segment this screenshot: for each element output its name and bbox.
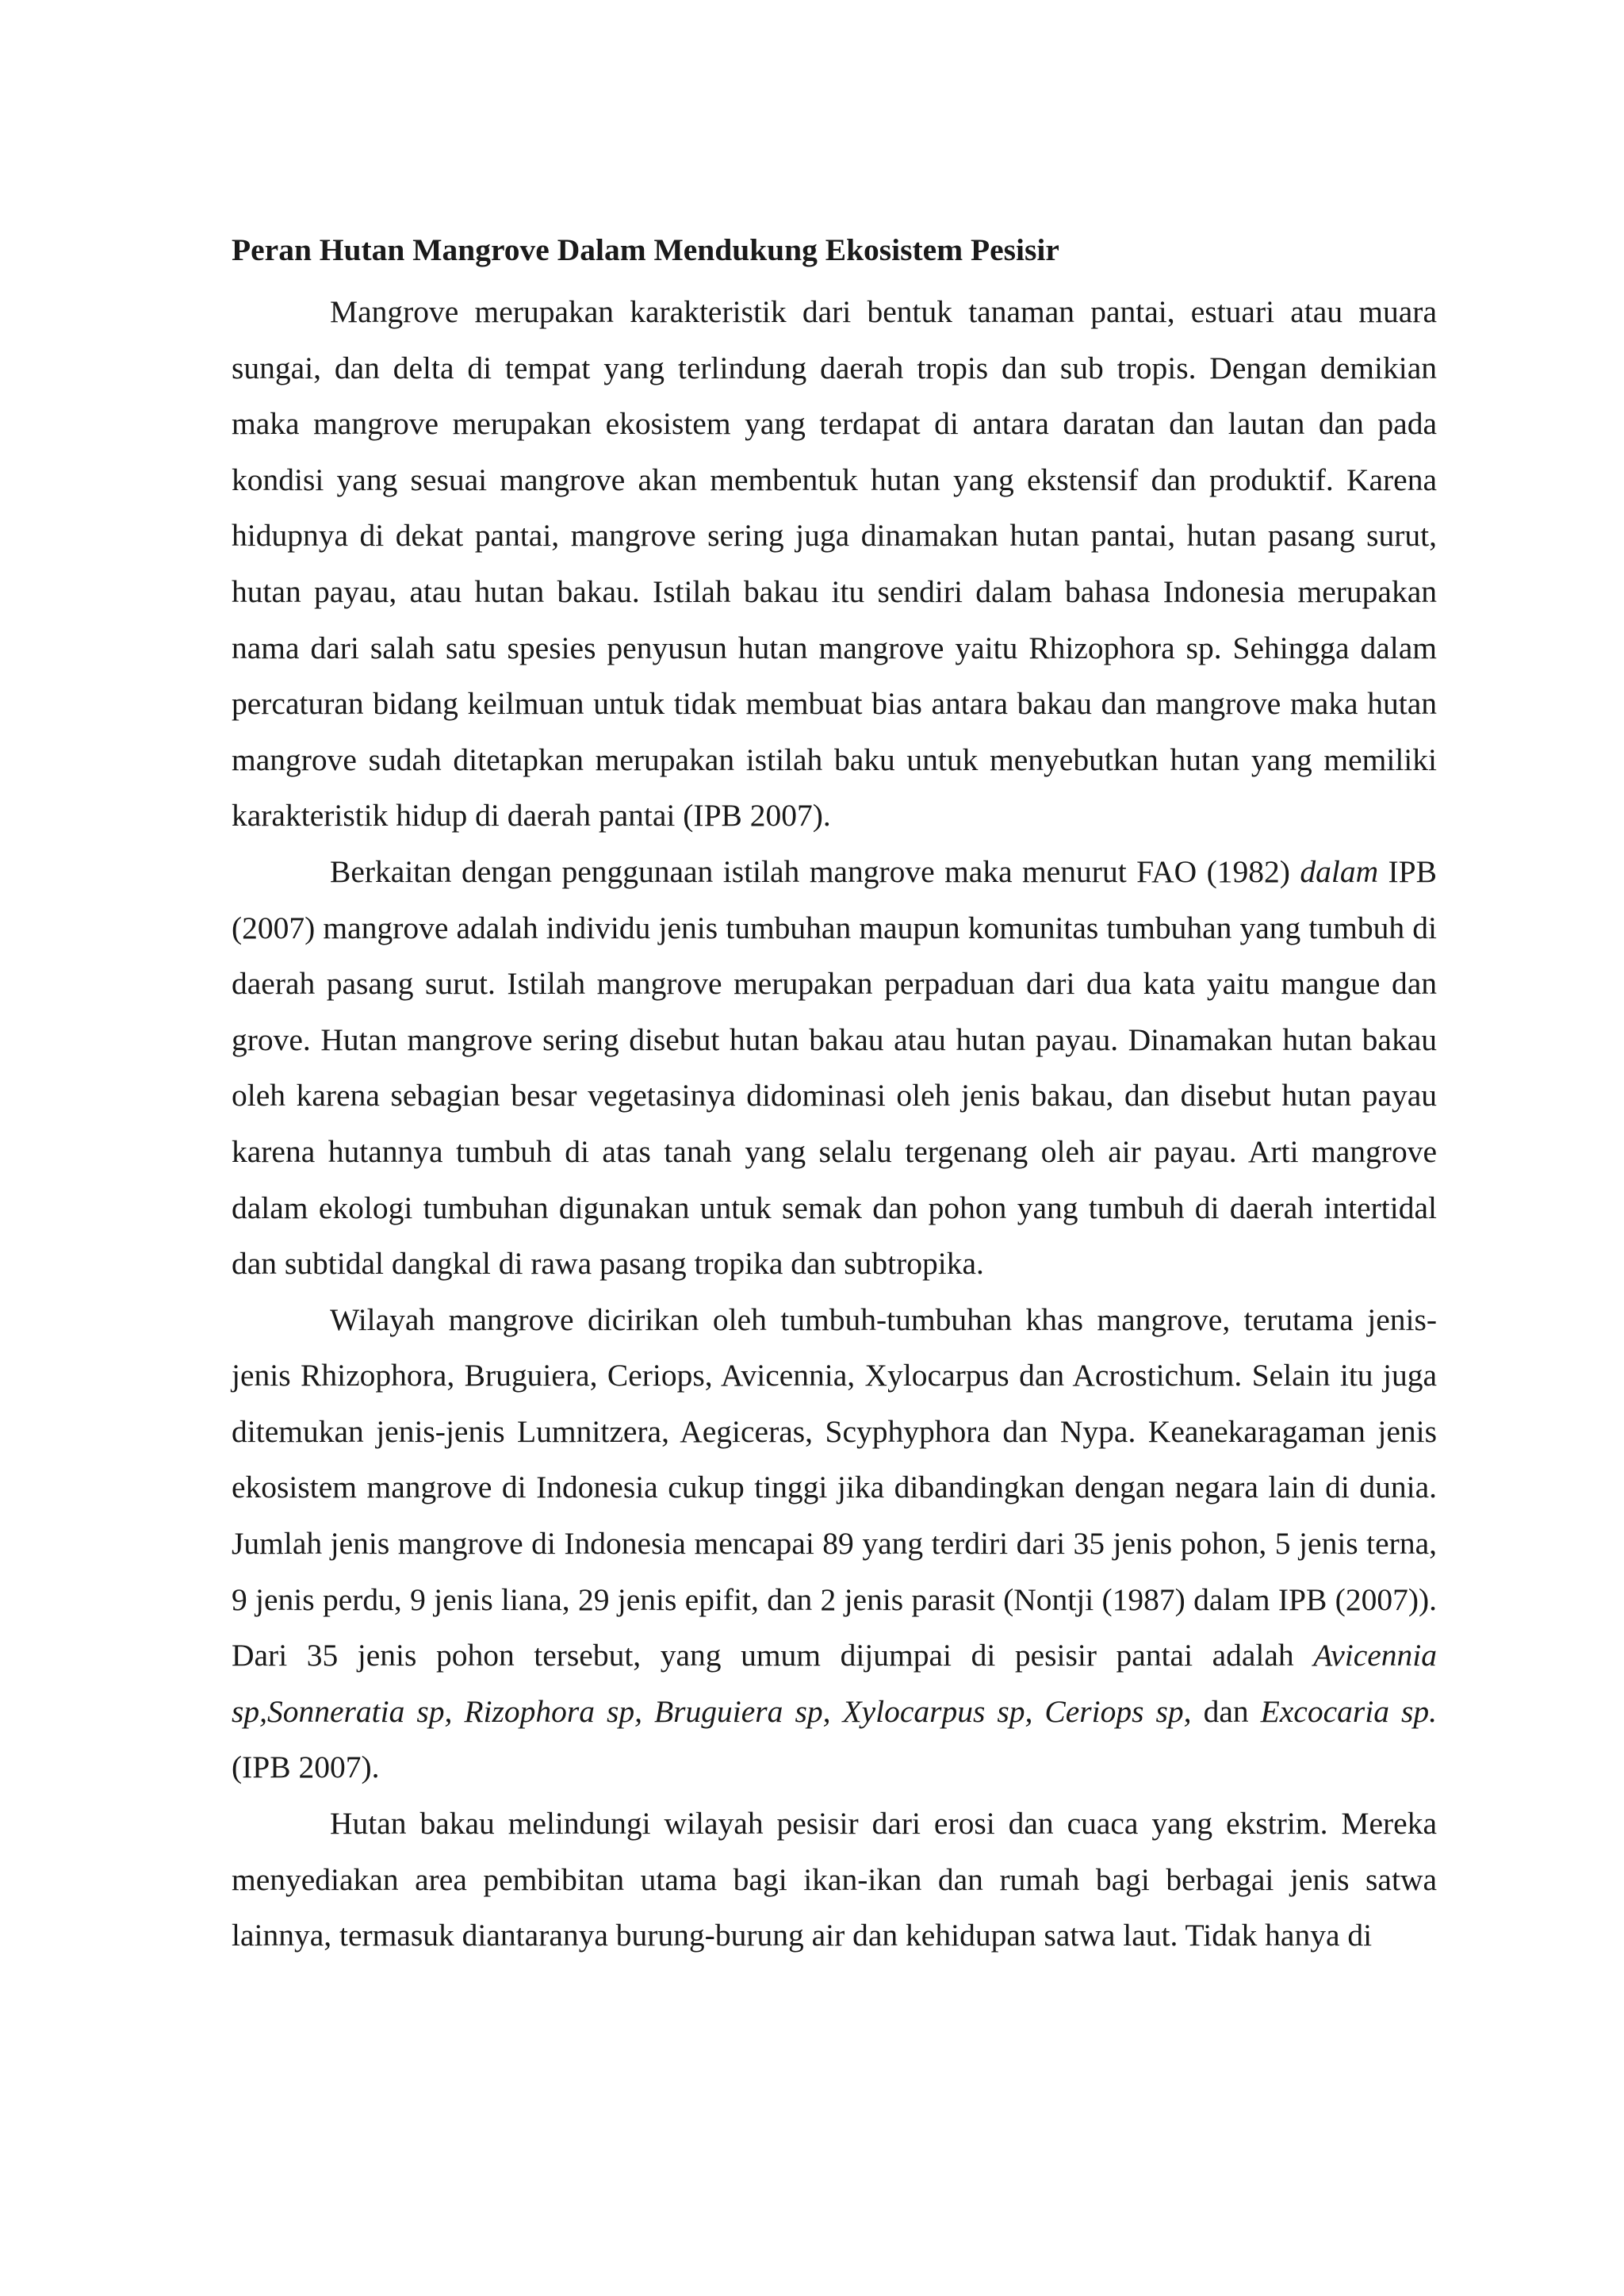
paragraph-3-conjunction: dan [1191,1693,1261,1729]
paragraph-2-text-cont: IPB (2007) mangrove adalah individu jenis tumbuhan maupun komunitas tumbuhan yang tumbuh di daerah pasang surut. Istilah mangrove merupakan perpaduan dari dua kata yaitu mangue dan grove. Hutan mangrove sering disebut hutan bakau atau hutan payau. Dinamakan hutan bakau oleh karena sebagian besar vegetasinya didominasi oleh jenis bakau, dan disebut hutan payau karena hutannya tumbuh di atas tanah yang selalu tergenang oleh air payau. Arti mangrove dalam ekologi tumbuhan digunakan untuk semak dan pohon yang tumbuh di daerah intertidal dan subtidal dangkal di rawa pasang tropika dan subtropika. [232,853,1437,1282]
document-title: Peran Hutan Mangrove Dalam Mendukung Ekosistem Pesisir [232,232,1059,267]
paragraph-3-text: Wilayah mangrove dicirikan oleh tumbuh-tumbuhan khas mangrove, terutama jenis-jenis Rhizophora, Bruguiera, Ceriops, Avicennia, Xylocarpus dan Acrostichum. Selain itu juga ditemukan jenis-jenis Lumnitzera, Aegiceras, Scyphyphora dan Nypa. Keanekaragaman jenis ekosistem mangrove di Indonesia cukup tinggi jika dibandingkan dengan negara lain di dunia. Jumlah jenis mangrove di Indonesia mencapai 89 yang terdiri dari 35 jenis pohon, 5 jenis terna, 9 jenis perdu, 9 jenis liana, 29 jenis epifit, dan 2 jenis parasit (Nontji (1987) dalam IPB (2007)). Dari 35 jenis pohon tersebut, yang umum dijumpai di pesisir pantai adalah [232,1301,1437,1673]
paragraph-3 [232,1292,1437,1796]
paragraph-3-species-list: Avicennia sp,Sonneratia sp, Rizophora sp, Bruguiera sp, Xylocarpus sp, Ceriops sp, [232,1638,1437,1729]
paragraph-2-text: Berkaitan dengan penggunaan istilah mangrove maka menurut FAO (1982) [330,853,1300,889]
paragraph-4-text: Hutan bakau melindungi wilayah pesisir dari erosi dan cuaca yang ekstrim. Mereka menyediakan area pembibitan utama bagi ikan-ikan dan rumah bagi berbagai jenis satwa lainnya, termasuk diantaranya burung-burung air dan kehidupan satwa laut. Tidak hanya di [232,1806,1437,1953]
paragraph-1 [232,284,1437,844]
paragraph-2 [232,844,1437,1292]
paragraph-2-italic-dalam: dalam [1300,853,1379,889]
paragraph-3-citation: (IPB 2007). [232,1750,380,1785]
document-body [232,222,1437,1964]
paragraph-3-species-excocaria: Excocaria sp. [1260,1693,1437,1729]
paragraph-4 [232,1796,1437,1964]
paragraph-1-text: Mangrove merupakan karakteristik dari bentuk tanaman pantai, estuari atau muara sungai, dan delta di tempat yang terlindung daerah tropis dan sub tropis. Dengan demikian maka mangrove merupakan ekosistem yang terdapat di antara daratan dan lautan dan pada kondisi yang sesuai mangrove akan membentuk hutan yang ekstensif dan produktif. Karena hidupnya di dekat pantai, mangrove sering juga dinamakan hutan pantai, hutan pasang surut, hutan payau, atau hutan bakau. Istilah bakau itu sendiri dalam bahasa Indonesia merupakan nama dari salah satu spesies penyusun hutan mangrove yaitu Rhizophora sp. Sehingga dalam percaturan bidang keilmuan untuk tidak membuat bias antara bakau dan mangrove maka hutan mangrove sudah ditetapkan merupakan istilah baku untuk menyebutkan hutan yang memiliki karakteristik hidup di daerah pantai (IPB 2007). [232,294,1437,834]
